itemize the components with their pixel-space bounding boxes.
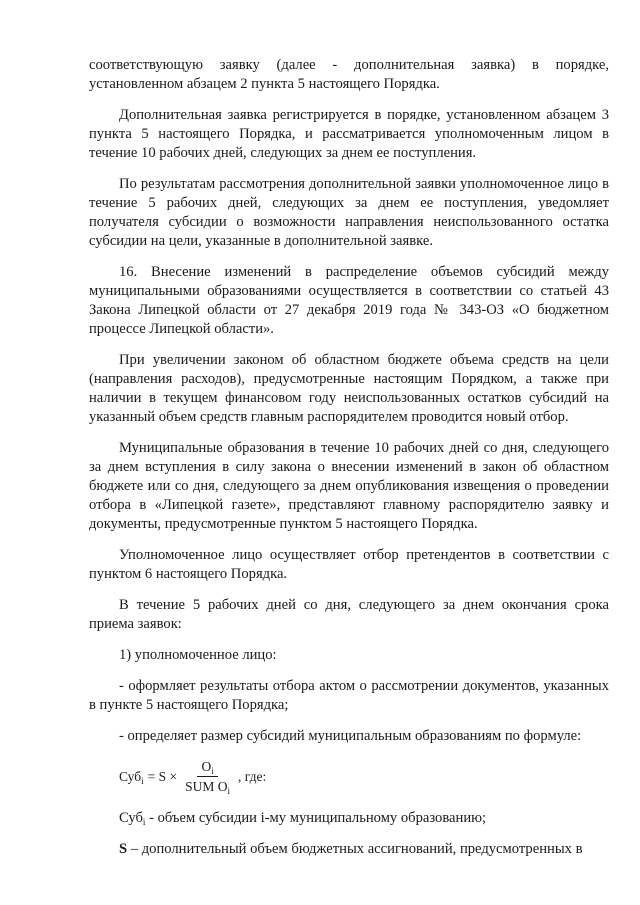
formula-equals: = S × [147,769,178,784]
formula-lhs: Суб$_i$ [119,769,144,786]
formula-suffix: , где: [238,769,267,784]
paragraph-6: Муниципальные образования в течение 10 рабочих дней со дня, следующего за днем вступления в силу закона о внесении изменений в закон об областном бюджете или со дня, следующего за днем опубликования извещения о проведении отбора в «Липецкой газете», представляют главному распорядителю заявку и документы, предусмотренные пунктом 5 настоящего Порядка. [89,440,609,532]
paragraph-3: По результатам рассмотрения дополнительной заявки уполномоченное лицо в течение 5 рабочих дней, следующих за днем ее поступления, уведомляет получателя субсидии о возможности направления неиспользованного остатка субсидии на цели, указанные в дополнительной заявке. [89,176,609,249]
definition-sub-i [89,809,609,828]
paragraph-2: Дополнительная заявка регистрируется в порядке, установленном абзацем 3 пункта 5 настоящего Порядка, и рассматривается уполномоченным лицом в течение 10 рабочих дней, следующих за днем ее поступления. [89,107,609,161]
formula-fraction [181,758,234,795]
definition-symbol: S [119,841,128,857]
paragraph-11: - определяет размер субсидий муниципальным образованиям по формуле: [119,728,582,744]
formula-denominator: SUM $O_i$ [185,779,231,796]
paragraph-5: При увеличении законом об областном бюджете объема средств на цели (направления расходов), предусмотренные настоящим Порядком, а также при наличии в текущем финансовом году неиспользованных остатков субсидий на указанный объем средств главным распорядителем проводится новый отбор. [89,352,609,425]
definition-s [89,840,609,859]
paragraph-1: соответствующую заявку (далее - дополнительная заявка) в порядке, установленном абзацем 2 пункта 5 настоящего Порядка. [89,57,609,92]
document-page [89,56,609,871]
definition-symbol: Суб$_i$ [119,810,146,827]
paragraph-9: 1) уполномоченное лицо: [119,647,277,663]
definition-text: - объем субсидии i-му муниципальному образованию; [145,810,487,826]
formula-numerator: $O_i$ [197,758,217,777]
paragraph-10: - оформляет результаты отбора актом о рассмотрении документов, указанных в пункте 5 настоящего Порядка; [89,678,609,713]
paragraph-7: Уполномоченное лицо осуществляет отбор претендентов в соответствии с пунктом 6 настоящего Порядка. [89,547,609,582]
paragraph-4-item-16: 16. Внесение изменений в распределение объемов субсидий между муниципальными образованиями осуществляется в соответствии со статьей 43 Закона Липецкой области от 27 декабря 2019 года № 343-ОЗ «О бюджетном процессе Липецкой области». [89,264,609,337]
paragraph-8: В течение 5 рабочих дней со дня, следующего за днем окончания срока приема заявок: [89,597,609,632]
subsidy-formula [119,758,609,795]
definition-text: – дополнительный объем бюджетных ассигнований, предусмотренных в [127,841,583,857]
